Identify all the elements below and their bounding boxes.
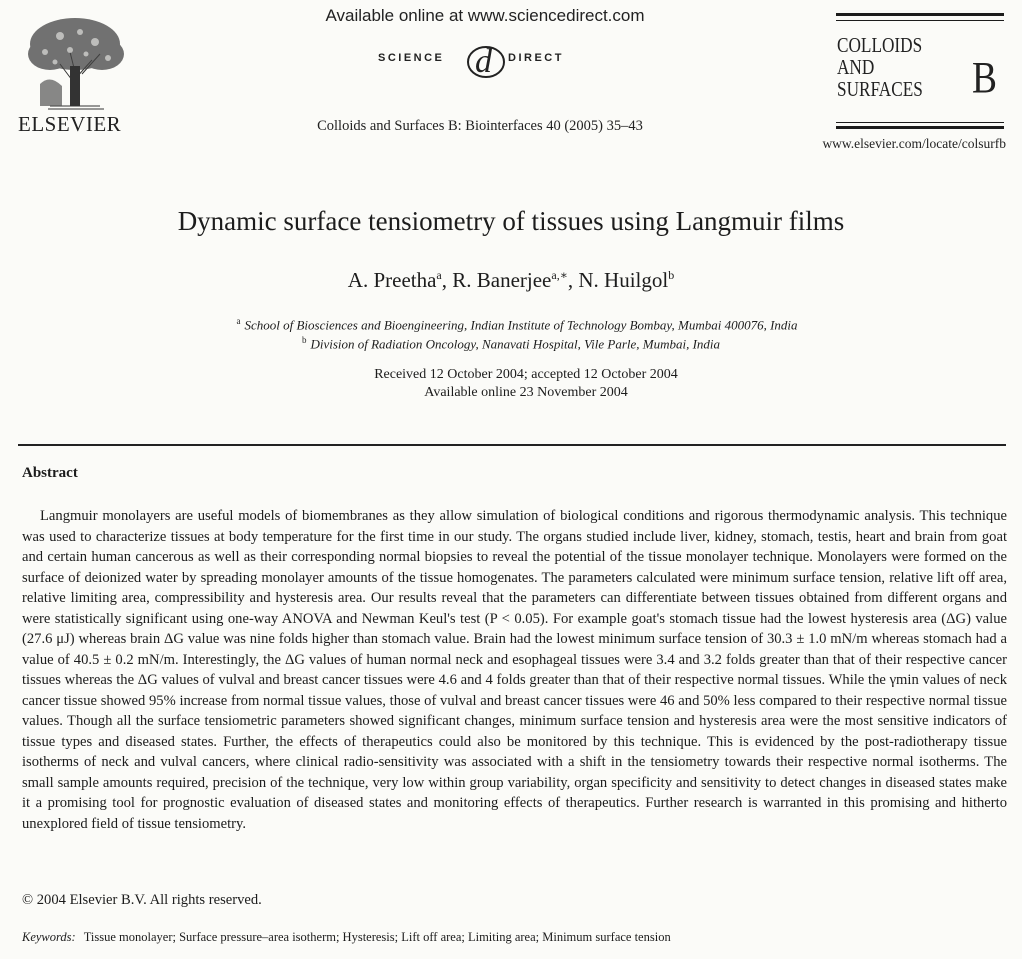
available-online-date: Available online 23 November 2004 [424, 385, 628, 400]
author-list: A. Preetha$^a$, R. Banerjee$^{a,∗}$, N. Huilgol$^b$ [347, 268, 675, 292]
svg-text:d: d [475, 43, 492, 80]
available-online-text: Available online at www.sciencedirect.com [325, 6, 645, 25]
affiliation-text: School of Biosciences and Bioengineering, Indian Institute of Technology Bombay, Mumbai 400076, India [244, 317, 798, 333]
sciencedirect-d-icon [465, 40, 507, 80]
keywords-line [22, 930, 671, 945]
author-affiliation-mark: a [436, 268, 442, 282]
abstract-body [22, 506, 1007, 834]
affiliation-b [0, 335, 1022, 352]
journal-rule-top-thin [836, 20, 1004, 21]
keywords-list: Tissue monolayer; Surface pressure–area isotherm; Hysteresis; Lift off area; Limiting area; Minimum surface tension [83, 930, 671, 944]
received-dates: Received 12 October 2004; accepted 12 October 2004 [374, 367, 678, 382]
journal-rule-bottom-thick [836, 126, 1004, 129]
keywords-label: Keywords: [22, 930, 76, 944]
sd-logo-left: SCIENCE [378, 52, 445, 64]
publisher-name: ELSEVIER [18, 112, 122, 136]
journal-name-line: SURFACES [837, 77, 923, 101]
article-title: Dynamic surface tensiometry of tissues using Langmuir films [177, 206, 845, 236]
journal-rule-bottom-thin [836, 122, 1004, 123]
affiliation-mark: b [301, 335, 307, 345]
journal-reference: Colloids and Surfaces B: Biointerfaces 40 (2005) 35–43 [317, 118, 643, 134]
journal-rule-top-thick [836, 13, 1004, 16]
journal-name-block [837, 34, 923, 100]
affiliation-text: Division of Radiation Oncology, Nanavati Hospital, Vile Parle, Mumbai, India [310, 336, 721, 352]
author-affiliation-mark: a,∗ [551, 268, 568, 282]
journal-name-line: AND [837, 55, 875, 79]
author-affiliation-mark: b [668, 268, 675, 282]
affiliation-mark: a [236, 316, 241, 326]
copyright-notice: © 2004 Elsevier B.V. All rights reserved. [22, 892, 262, 908]
sd-logo-right: DIRECT [508, 52, 564, 64]
elsevier-tree-logo [20, 14, 130, 112]
journal-name-line: COLLOIDS [837, 33, 923, 57]
journal-section-letter: B [972, 53, 997, 102]
sciencedirect-logo [370, 40, 610, 80]
abstract-paragraph: Langmuir monolayers are useful models of biomembranes as they allow simulation of biological conditions and rigorous thermodynamic analysis. This technique was used to characterize tissues at body temperature for the first time in our study. The organs studied include liver, kidney, stomach, testis, heart and brain from goat and certain human cancerous as well as their corresponding normal biopsies to reveal the potential of the tissue monolayer technique. Monolayers were formed on the surface of deionized water by spreading monolayer amounts of the tissue homogenates. The parameters calculated were minimum surface tension, relative lift off area, relative limiting area, compressibility and hysteresis area. Our results reveal that the parameters can differentiate between tissues obtained from different organs and were statistically significant using one-way ANOVA and Newman Keul's test (P < 0.05). For example goat's stomach tissue had the lowest hysteresis area (ΔG) value (27.6 μJ) whereas brain ΔG value was nine folds higher than stomach value. Brain had the lowest minimum surface tension of 30.3 ± 1.0 mN/m whereas stomach had a value of 40.5 ± 0.2 mN/m. Interestingly, the ΔG values of human normal neck and esophageal tissues were 3.4 and 3.2 folds greater than that of their respective cancer tissues whereas the ΔG values of vulval and breast cancer tissues were 4.6 and 4 folds greater than that of their respective normal tissues. While the γmin values of neck cancer tissue showed 95% increase from normal tissue values, those of vulval and breast cancer tissues were 46 and 50% less compared to their respective normal tissue values. Though all the surface tensiometric parameters showed significant changes, minimum surface tension and hysteresis area were the most sensitive indicators of tissue types and diseased states. Further, the effects of therapeutics could also be monitored by this technique. This is evidenced by the post-radiotherapy tissue isotherms of neck and vulval cancers, where clinical radio-sensitivity was associated with a shift in the tensiometry towards their respective normal isotherms. The small sample amounts required, precision of the technique, very low within group variability, organ specificity and sensitivity to detect changes in diseased states make it a promising tool for prognostic evaluation of diseased states and monitoring effects of therapeutics. Further research is warranted in this promising and hitherto unexplored field of tissue tensiometry. [22, 508, 1007, 832]
section-divider [18, 444, 1006, 446]
affiliation-a [0, 316, 1022, 333]
author-name: A. Preetha [347, 268, 437, 292]
author-name: N. Huilgol [578, 268, 669, 292]
author-name: R. Banerjee [452, 268, 552, 292]
journal-url[interactable]: www.elsevier.com/locate/colsurfb [822, 136, 1006, 151]
abstract-heading: Abstract [22, 465, 78, 481]
